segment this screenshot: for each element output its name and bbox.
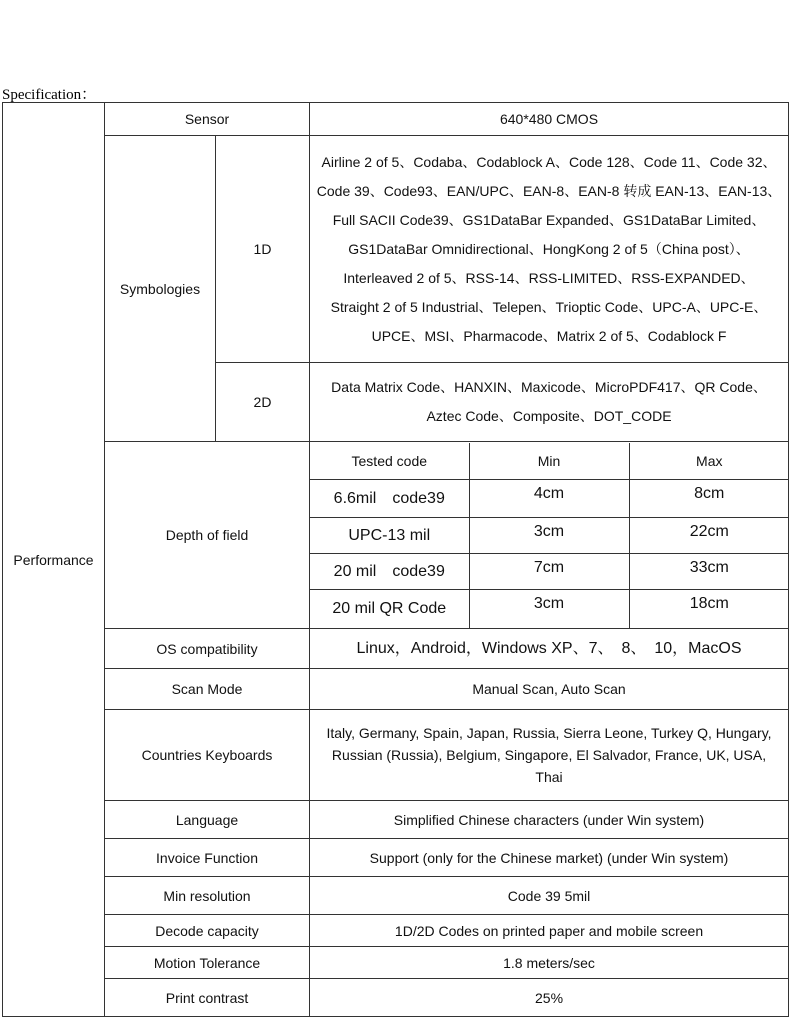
specification-table xyxy=(2,102,789,1017)
min-resolution-value: Code 39 5mil xyxy=(310,877,789,915)
dof-min: 3cm xyxy=(469,518,629,554)
row-language xyxy=(3,801,789,839)
dof-row xyxy=(310,590,789,628)
row-decode xyxy=(3,915,789,947)
depth-of-field-label: Depth of field xyxy=(105,442,310,629)
os-value: Linux，Android，Windows XP、7、 8、 10，MacOS xyxy=(310,629,789,669)
page-heading: Specification： xyxy=(2,87,97,103)
symbologies-2d-list xyxy=(310,363,789,442)
symbologies-1d-label: 1D xyxy=(216,136,310,363)
invoice-label: Invoice Function xyxy=(105,839,310,877)
decode-label: Decode capacity xyxy=(105,915,310,947)
dof-code: 20 mil QR Code xyxy=(310,590,469,628)
row-symbologies-1d xyxy=(3,136,789,363)
countries-line: Italy, Germany, Spain, Japan, Russia, Sierra Leone, Turkey Q, Hungary, xyxy=(326,725,772,741)
dof-header-max: Max xyxy=(629,443,789,480)
sensor-label: Sensor xyxy=(105,103,310,136)
symbology-2d-line: Data Matrix Code、HANXIN、Maxicode、MicroPDF417、QR Code、 xyxy=(331,379,767,395)
row-invoice xyxy=(3,839,789,877)
decode-value: 1D/2D Codes on printed paper and mobile screen xyxy=(310,915,789,947)
dof-header-code: Tested code xyxy=(310,443,469,480)
depth-of-field-table xyxy=(310,443,789,628)
symbology-1d-line: Full SACII Code39、GS1DataBar Expanded、GS1DataBar Limited、 xyxy=(332,211,766,228)
dof-min: 7cm xyxy=(469,554,629,590)
symbology-1d-line: Code 39、Code93、EAN/UPC、EAN-8、EAN-8 转成 EAN-13、EAN-13、 xyxy=(316,182,782,199)
row-countries xyxy=(3,710,789,801)
dof-min: 3cm xyxy=(469,590,629,628)
dof-max: 22cm xyxy=(629,518,789,554)
symbology-1d-line: GS1DataBar Omnidirectional、HongKong 2 of 5（China post）、 xyxy=(348,240,750,257)
row-scan-mode xyxy=(3,669,789,710)
row-sensor xyxy=(3,103,789,136)
dof-min: 4cm xyxy=(469,480,629,518)
motion-value: 1.8 meters/sec xyxy=(310,947,789,979)
scan-mode-label: Scan Mode xyxy=(105,669,310,710)
dof-max: 8cm xyxy=(629,480,789,518)
symbologies-label: Symbologies xyxy=(105,136,216,442)
os-label: OS compatibility xyxy=(105,629,310,669)
row-os xyxy=(3,629,789,669)
min-resolution-label: Min resolution xyxy=(105,877,310,915)
dof-row xyxy=(310,554,789,590)
row-motion xyxy=(3,947,789,979)
language-label: Language xyxy=(105,801,310,839)
language-value: Simplified Chinese characters (under Win system) xyxy=(310,801,789,839)
row-min-resolution xyxy=(3,877,789,915)
depth-of-field-cell xyxy=(310,442,789,629)
dof-header-min: Min xyxy=(469,443,629,480)
dof-code: 20 mil code39 xyxy=(310,554,469,590)
symbology-1d-line: UPCE、MSI、Pharmacode、Matrix 2 of 5、Codablock F xyxy=(371,327,727,344)
invoice-value: Support (only for the Chinese market) (under Win system) xyxy=(310,839,789,877)
performance-label: Performance xyxy=(13,551,94,568)
symbology-2d-line: Aztec Code、Composite、DOT_CODE xyxy=(426,408,672,424)
motion-label: Motion Tolerance xyxy=(105,947,310,979)
symbology-1d-line: Interleaved 2 of 5、RSS-14、RSS-LIMITED、RSS-EXPANDED、 xyxy=(343,269,755,286)
symbology-1d-line: Straight 2 of 5 Industrial、Telepen、Trioptic Code、UPC-A、UPC-E、 xyxy=(330,298,768,315)
countries-line: Thai xyxy=(535,769,563,785)
contrast-label: Print contrast xyxy=(105,979,310,1017)
dof-header-row xyxy=(310,443,789,480)
symbologies-1d-list xyxy=(310,136,789,363)
row-contrast xyxy=(3,979,789,1017)
countries-line: Russian (Russia), Belgium, Singapore, El Salvador, France, UK, USA, xyxy=(331,747,767,763)
dof-max: 18cm xyxy=(629,590,789,628)
countries-value xyxy=(310,710,789,801)
scan-mode-value: Manual Scan, Auto Scan xyxy=(310,669,789,710)
row-depth-of-field xyxy=(3,442,789,629)
dof-code: UPC-13 mil xyxy=(310,518,469,554)
symbologies-2d-label: 2D xyxy=(216,363,310,442)
dof-row xyxy=(310,518,789,554)
performance-cell xyxy=(3,103,105,1017)
dof-max: 33cm xyxy=(629,554,789,590)
dof-row xyxy=(310,480,789,518)
sensor-value: 640*480 CMOS xyxy=(310,103,789,136)
contrast-value: 25% xyxy=(310,979,789,1017)
countries-label: Countries Keyboards xyxy=(105,710,310,801)
dof-code: 6.6mil code39 xyxy=(310,480,469,518)
symbology-1d-line: Airline 2 of 5、Codaba、Codablock A、Code 128、Code 11、Code 32、 xyxy=(321,153,777,170)
